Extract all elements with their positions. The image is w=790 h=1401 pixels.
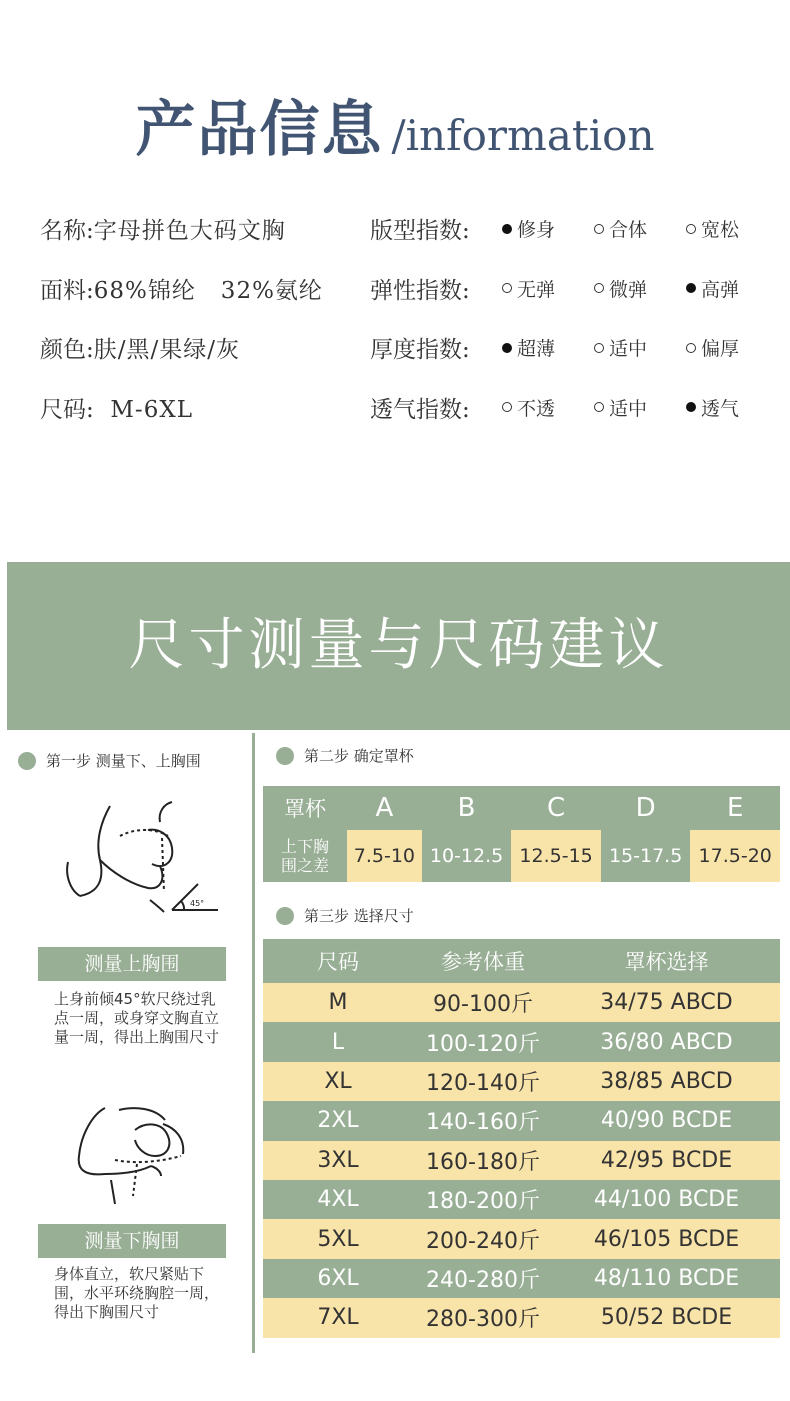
- step1-heading: [18, 750, 201, 771]
- info-name: [40, 212, 323, 272]
- index-option-label: 超薄: [517, 338, 556, 360]
- size-header: 参考体重: [413, 939, 553, 983]
- table-row: [263, 1101, 780, 1140]
- cup-diff-label: [263, 830, 347, 882]
- size-header: 尺码: [263, 939, 413, 983]
- radio-dot-icon: [502, 283, 512, 293]
- step3-label: 第三步 选择尺寸: [304, 907, 414, 925]
- section-banner: [7, 562, 790, 730]
- index-option-label: 偏厚: [701, 338, 740, 360]
- cup-header-label: 罩杯: [263, 786, 347, 830]
- index-option: [686, 272, 756, 302]
- cup-letter: E: [690, 786, 780, 830]
- cup-letter: D: [601, 786, 691, 830]
- product-info: [40, 212, 323, 450]
- index-option: [502, 391, 594, 421]
- bullet-icon: [276, 907, 294, 925]
- cup-cell: 42/95 BCDE: [553, 1141, 780, 1180]
- bullet-icon: [276, 747, 294, 765]
- bullet-icon: [18, 752, 36, 770]
- weight-cell: 280-300斤: [413, 1298, 553, 1337]
- radio-dot-icon: [594, 343, 604, 353]
- header-title-en: /information: [391, 111, 655, 160]
- weight-cell: 200-240斤: [413, 1219, 553, 1258]
- weight-cell: 180-200斤: [413, 1180, 553, 1219]
- index-label: 厚度指数:: [370, 337, 470, 363]
- product-indices: [370, 212, 756, 450]
- radio-dot-icon: [594, 224, 604, 234]
- weight-cell: 100-120斤: [413, 1022, 553, 1061]
- size-cell: 6XL: [263, 1259, 413, 1298]
- step2-heading: [276, 745, 414, 766]
- size-cell: XL: [263, 1062, 413, 1101]
- index-option: [502, 212, 594, 242]
- size-cell: 2XL: [263, 1101, 413, 1140]
- radio-dot-icon: [594, 402, 604, 412]
- lower-bust-title: 测量下胸围: [38, 1224, 226, 1258]
- cup-diff-label-line1: 上下胸: [280, 837, 329, 856]
- cup-cell: 48/110 BCDE: [553, 1259, 780, 1298]
- cup-cell: 36/80 ABCD: [553, 1022, 780, 1061]
- index-option: [686, 391, 756, 421]
- index-option-label: 不透: [517, 397, 556, 420]
- index-label: 版型指数:: [370, 218, 470, 244]
- size-table: [263, 939, 780, 1338]
- info-name-label: 名称:: [40, 218, 94, 244]
- cup-diff-value: 12.5-15: [511, 830, 601, 882]
- index-row: [370, 212, 756, 272]
- upper-bust-figure-icon: [60, 800, 225, 918]
- index-option-label: 合体: [609, 219, 648, 241]
- cup-header-row: [263, 786, 780, 830]
- index-option: [502, 272, 594, 302]
- index-label: 弹性指数:: [370, 277, 470, 304]
- header-title-cn: 产品信息: [135, 95, 384, 165]
- angle-label: 45°: [190, 899, 205, 908]
- info-size: [40, 391, 323, 451]
- size-cell: 4XL: [263, 1180, 413, 1219]
- step2-label: 第二步 确定罩杯: [304, 747, 414, 765]
- step1-label: 第一步 测量下、上胸围: [46, 752, 201, 770]
- column-divider: [252, 733, 255, 1353]
- index-label: 透气指数:: [370, 396, 470, 423]
- index-option: [594, 272, 686, 302]
- radio-dot-icon: [594, 283, 604, 293]
- cup-cell: 38/85 ABCD: [553, 1062, 780, 1101]
- size-cell: 5XL: [263, 1219, 413, 1258]
- info-color: [40, 331, 323, 391]
- size-cell: L: [263, 1022, 413, 1061]
- index-option: [686, 212, 756, 242]
- index-option-label: 修身: [517, 219, 556, 241]
- info-color-label: 颜色:: [40, 337, 94, 363]
- info-fabric-label: 面料:: [40, 277, 94, 304]
- radio-dot-icon: [686, 224, 696, 234]
- table-row: [263, 1062, 780, 1101]
- index-option: [686, 331, 756, 361]
- cup-diff-row: [263, 830, 780, 882]
- lower-bust-desc: 身体直立，软尺紧贴下围，水平环绕胸腔一周，得出下胸围尺寸: [54, 1265, 220, 1321]
- table-row: [263, 1259, 780, 1298]
- upper-bust-desc: 上身前倾45°软尺绕过乳点一周，或身穿文胸直立量一周，得出上胸围尺寸: [54, 990, 220, 1046]
- info-fabric-value: 68%锦纶 32%氨纶: [93, 277, 323, 304]
- radio-dot-icon: [686, 343, 696, 353]
- weight-cell: 90-100斤: [413, 983, 553, 1022]
- cup-cell: 40/90 BCDE: [553, 1101, 780, 1140]
- lower-bust-figure-icon: [75, 1100, 200, 1210]
- index-option-label: 无弹: [517, 278, 556, 301]
- info-fabric: [40, 272, 323, 332]
- info-name-value: 字母拼色大码文胸: [93, 218, 286, 244]
- cup-letter: C: [511, 786, 601, 830]
- cup-cell: 34/75 ABCD: [553, 983, 780, 1022]
- size-cell: M: [263, 983, 413, 1022]
- radio-dot-icon: [686, 283, 696, 293]
- cup-table: [263, 786, 780, 882]
- cup-diff-value: 17.5-20: [690, 830, 780, 882]
- table-row: [263, 1141, 780, 1180]
- radio-dot-icon: [686, 402, 696, 412]
- info-size-label: 尺码:: [40, 396, 94, 423]
- index-option-label: 透气: [701, 397, 740, 420]
- cup-cell: 50/52 BCDE: [553, 1298, 780, 1337]
- step3-heading: [276, 905, 414, 926]
- size-cell: 7XL: [263, 1298, 413, 1337]
- weight-cell: 160-180斤: [413, 1141, 553, 1180]
- size-header: 罩杯选择: [553, 939, 780, 983]
- weight-cell: 120-140斤: [413, 1062, 553, 1101]
- weight-cell: 140-160斤: [413, 1101, 553, 1140]
- cup-diff-value: 7.5-10: [347, 830, 422, 882]
- cup-diff-value: 10-12.5: [422, 830, 512, 882]
- page-header: [0, 82, 790, 168]
- info-size-value: M-6XL: [93, 396, 193, 423]
- index-option-label: 适中: [609, 338, 648, 360]
- cup-letter: A: [347, 786, 422, 830]
- index-option: [594, 212, 686, 242]
- table-row: [263, 1219, 780, 1258]
- radio-dot-icon: [502, 402, 512, 412]
- index-option: [594, 331, 686, 361]
- size-header-row: [263, 939, 780, 983]
- upper-bust-title: 测量上胸围: [38, 947, 226, 981]
- radio-dot-icon: [502, 224, 512, 234]
- index-row: [370, 331, 756, 391]
- index-option-label: 微弹: [609, 278, 648, 301]
- index-row: [370, 272, 756, 332]
- info-color-value: 肤/黑/果绿/灰: [93, 337, 240, 363]
- index-option: [502, 331, 594, 361]
- index-option: [594, 391, 686, 421]
- index-option-label: 适中: [609, 397, 648, 420]
- table-row: [263, 983, 780, 1022]
- cup-diff-value: 15-17.5: [601, 830, 691, 882]
- table-row: [263, 1298, 780, 1337]
- table-row: [263, 1022, 780, 1061]
- cup-diff-label-line2: 围之差: [280, 856, 329, 875]
- cup-cell: 46/105 BCDE: [553, 1219, 780, 1258]
- radio-dot-icon: [502, 343, 512, 353]
- weight-cell: 240-280斤: [413, 1259, 553, 1298]
- index-row: [370, 391, 756, 451]
- index-option-label: 宽松: [701, 219, 740, 241]
- banner-title: 尺寸测量与尺码建议: [128, 613, 669, 678]
- index-option-label: 高弹: [701, 278, 740, 301]
- table-row: [263, 1180, 780, 1219]
- cup-letter: B: [422, 786, 512, 830]
- cup-cell: 44/100 BCDE: [553, 1180, 780, 1219]
- size-cell: 3XL: [263, 1141, 413, 1180]
